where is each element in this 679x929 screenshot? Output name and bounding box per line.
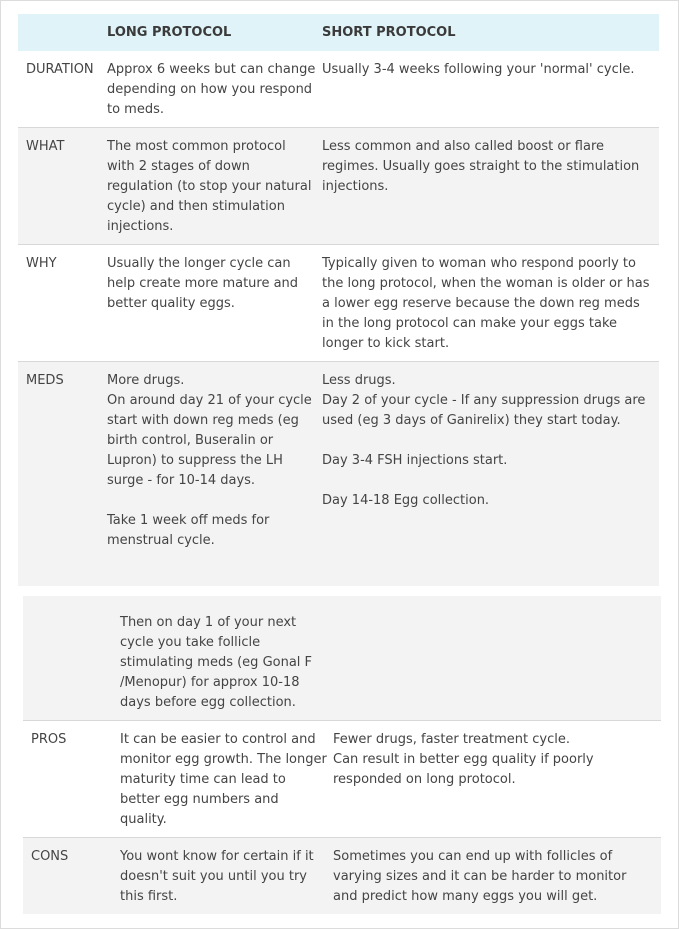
row-label: MEDS: [26, 373, 64, 388]
long-cell: [107, 362, 322, 586]
short-meds-line-4: Day 14-18 Egg collection.: [322, 493, 490, 508]
protocol-comparison-table-continued: [23, 596, 661, 914]
row-label: DURATION: [26, 62, 94, 77]
short-cell: [333, 596, 661, 720]
long-cell: It can be easier to control and monitor egg growth. The longer maturity time can lead to better egg numbers and quality.: [120, 732, 327, 827]
short-meds-line-1: Less drugs.: [322, 373, 396, 388]
row-label: WHY: [26, 256, 57, 271]
table-row-meds: [18, 362, 659, 586]
long-cell: Usually the longer cycle can help create more mature and better quality eggs.: [107, 256, 299, 311]
long-cell: Then on day 1 of your next cycle you take follicle stimulating meds (eg Gonal F /Menopur) for approx 10-18 days before egg collection.: [120, 615, 313, 710]
table-header: [18, 14, 659, 51]
long-cell: You wont know for certain if it doesn't suit you until you try this first.: [120, 849, 314, 904]
protocol-comparison-table: [18, 14, 659, 586]
row-label: [23, 596, 120, 720]
long-cell: The most common protocol with 2 stages of down regulation (to stop your natural cycle) and then stimulation injections.: [107, 139, 312, 234]
table-row-what: [18, 128, 659, 245]
short-meds-line-2: Day 2 of your cycle - If any suppression drugs are used (eg 3 days of Ganirelix) they start today.: [322, 393, 646, 428]
short-cell: Less common and also called boost or flare regimes. Usually goes straight to the stimulation injections.: [322, 139, 640, 194]
short-cell: Sometimes you can end up with follicles of varying sizes and it can be harder to monitor and predict how many eggs you will get.: [333, 849, 627, 904]
short-cell: [322, 362, 659, 586]
long-cell: Approx 6 weeks but can change depending on how you respond to meds.: [107, 62, 316, 117]
table-row-why: [18, 245, 659, 362]
table-row-pros: [23, 721, 661, 838]
short-pros-line-2: Can result in better egg quality if poorly responded on long protocol.: [333, 752, 594, 787]
table-row-cons: [23, 838, 661, 914]
long-meds-line-2: On around day 21 of your cycle start with down reg meds (eg birth control, Buseralin or Lupron) to suppress the LH surge - for 10-14 days.: [107, 393, 312, 488]
header-long-protocol: LONG PROTOCOL: [107, 24, 232, 40]
short-cell: Usually 3-4 weeks following your 'normal' cycle.: [322, 62, 635, 77]
table-row-duration: [18, 51, 659, 128]
row-label: CONS: [31, 849, 69, 864]
short-meds-line-3: Day 3-4 FSH injections start.: [322, 453, 508, 468]
row-label: WHAT: [26, 139, 65, 154]
long-meds-line-1: More drugs.: [107, 373, 185, 388]
header-short-protocol: SHORT PROTOCOL: [322, 24, 456, 40]
short-pros-line-1: Fewer drugs, faster treatment cycle.: [333, 732, 570, 747]
short-cell: [333, 721, 661, 837]
table-row-meds-continued: [23, 596, 661, 721]
short-cell: Typically given to woman who respond poorly to the long protocol, when the woman is older or has a lower egg reserve because the down reg meds in the long protocol can make your eggs take longer to kick start.: [322, 256, 650, 351]
row-label: PROS: [31, 732, 67, 747]
long-meds-line-3: Take 1 week off meds for menstrual cycle.: [107, 513, 270, 548]
